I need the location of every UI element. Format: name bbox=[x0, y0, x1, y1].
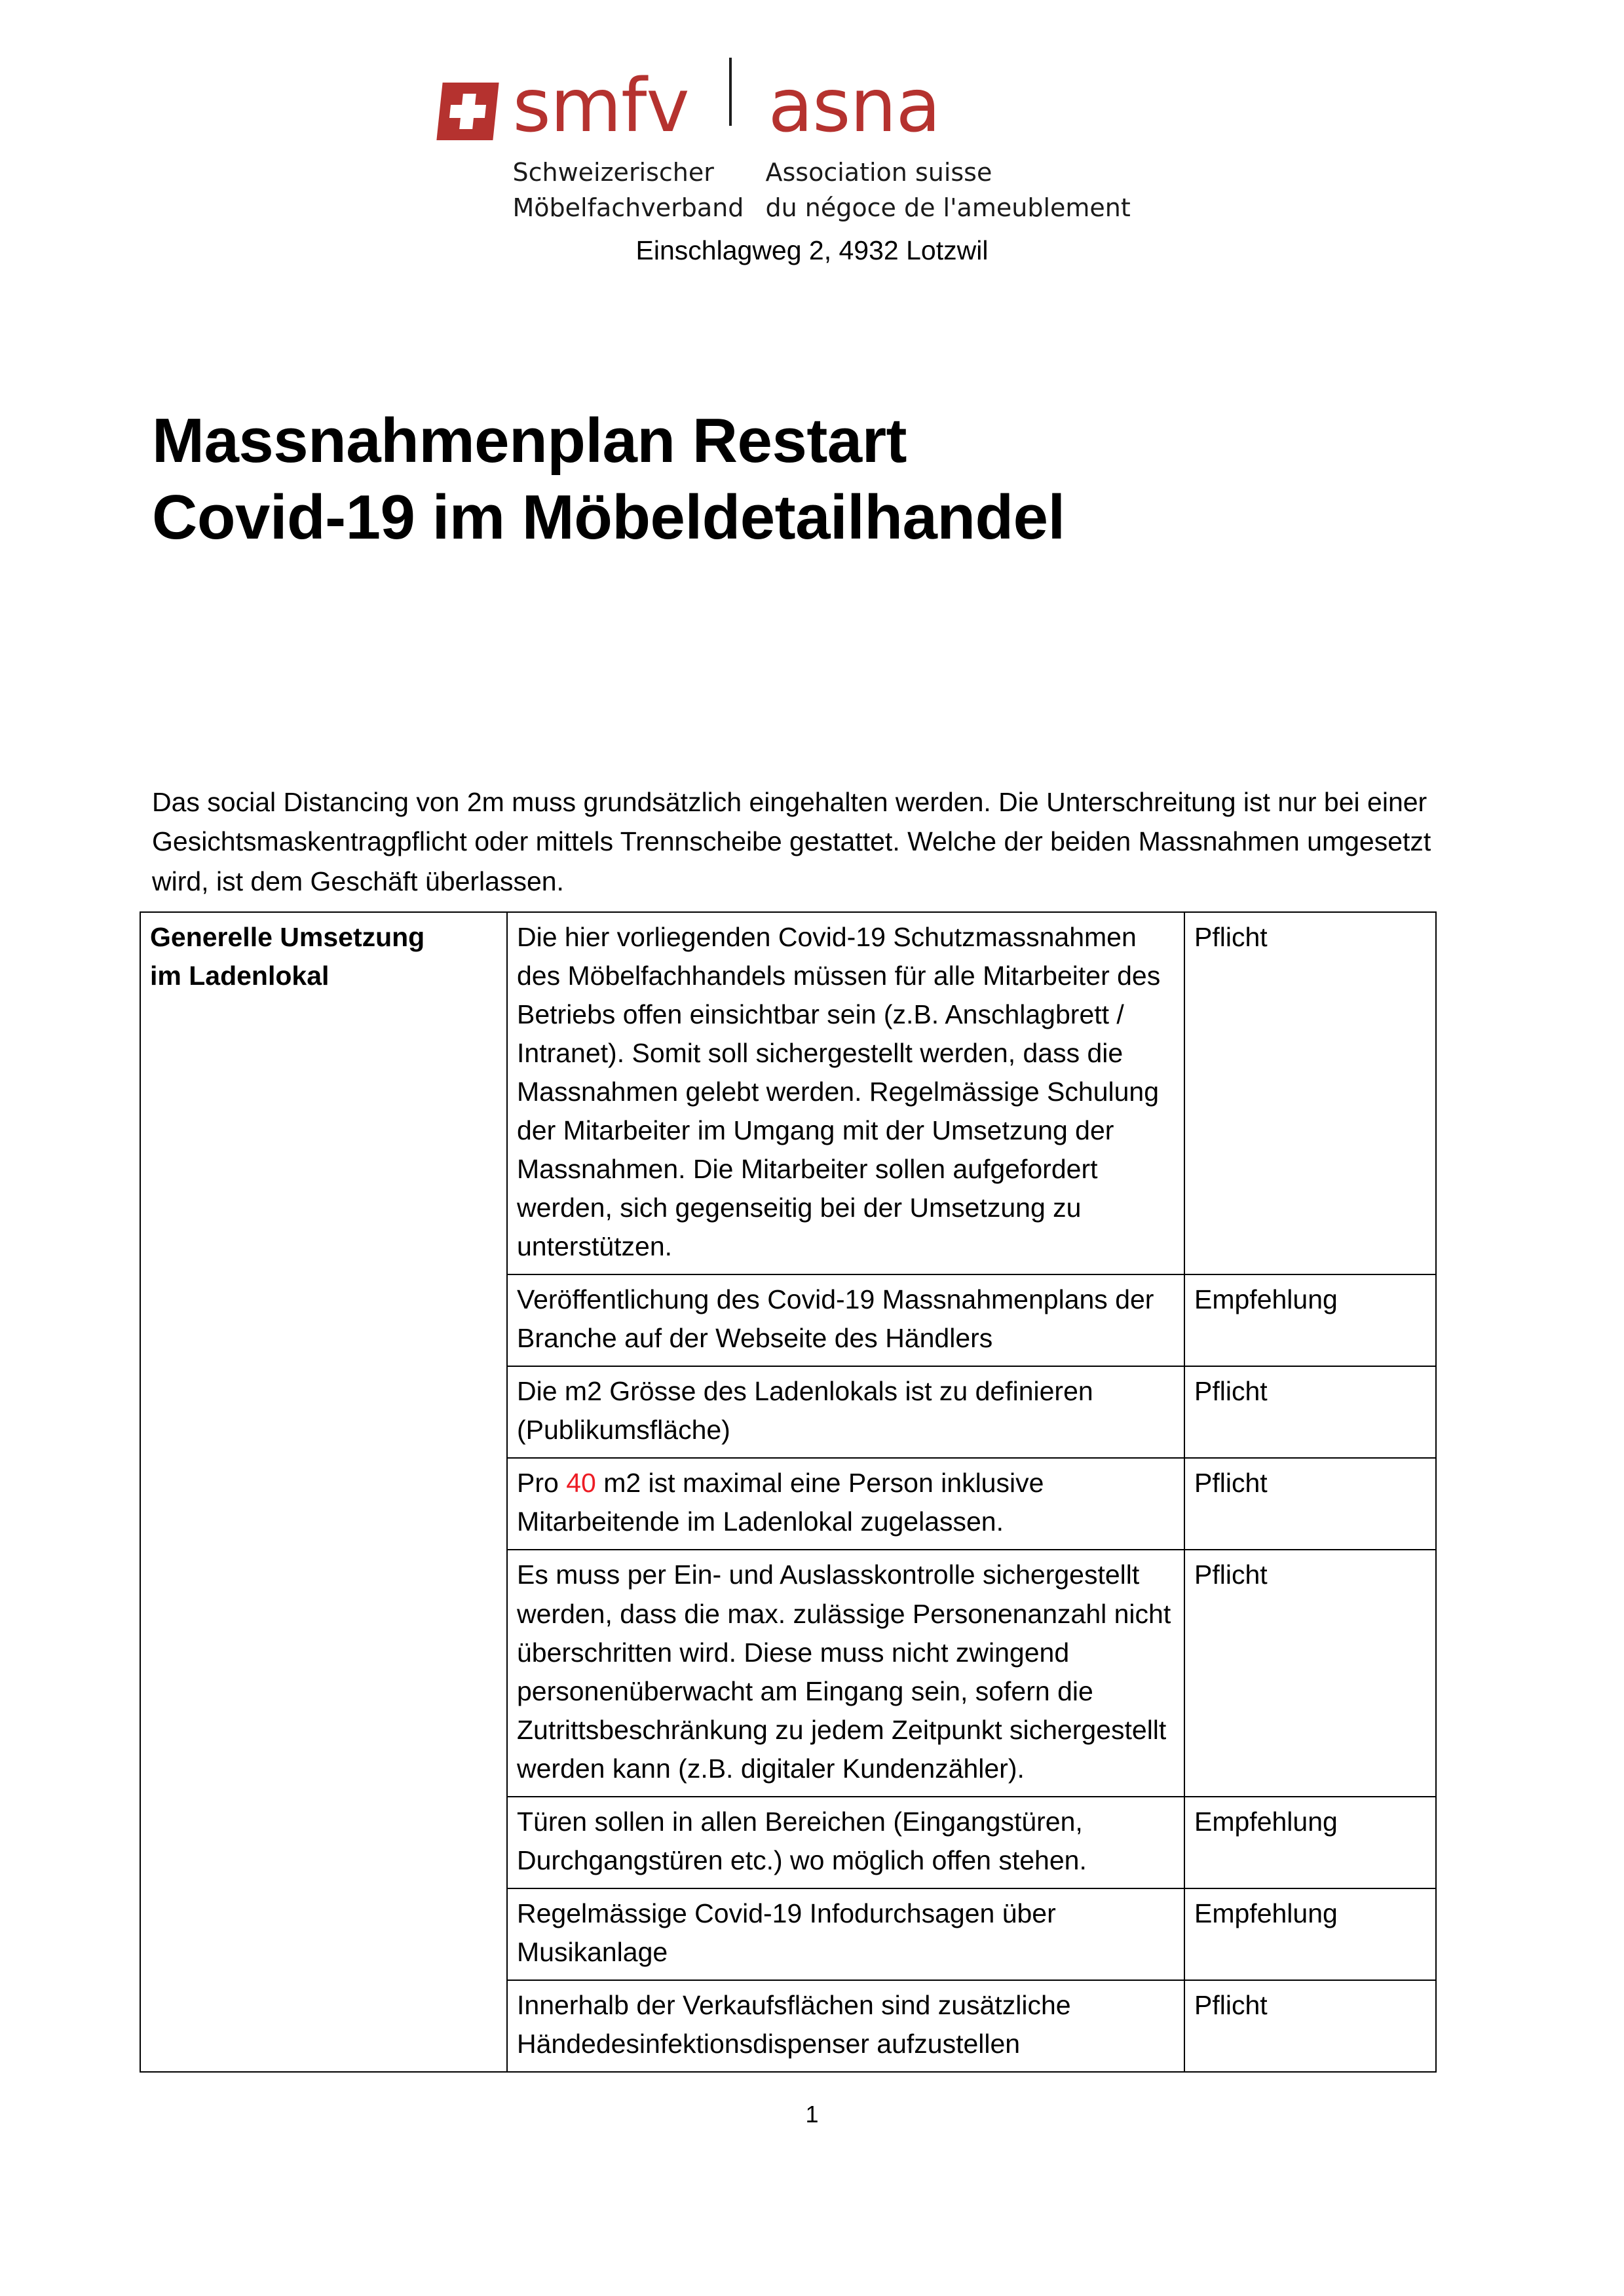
page-title-line2: Covid-19 im Möbeldetailhandel bbox=[152, 482, 1065, 553]
brand-subtitle-row bbox=[513, 155, 1185, 226]
table-row bbox=[140, 912, 1436, 1274]
measure-text-prefix: Pro bbox=[517, 1468, 567, 1499]
document-header bbox=[0, 63, 1624, 266]
flag-cross-horizontal bbox=[449, 105, 485, 118]
swiss-flag-icon bbox=[436, 83, 499, 140]
brand-subtitle-french bbox=[766, 155, 1185, 226]
duty-cell: Empfehlung bbox=[1184, 1797, 1436, 1888]
category-label-line2: im Ladenlokal bbox=[150, 961, 330, 991]
brand-subtitle-french-line2: du négoce de l'ameublement bbox=[765, 193, 1131, 223]
wordmark-row bbox=[512, 63, 1185, 149]
organization-logo bbox=[440, 63, 1185, 226]
measure-text-suffix: m2 ist maximal eine Person inklusive Mitarbeitende im Ladenlokal zugelassen. bbox=[517, 1468, 1044, 1537]
brand-subtitle-german-line1: Schweizerischer bbox=[512, 158, 714, 187]
measure-cell: Die hier vorliegenden Covid-19 Schutzmassnahmen des Möbelfachhandels müssen für alle Mitarbeiter des Betriebs offen einsichtbar sein (z.B. Anschlagbrett / Intranet). Somit soll sichergestellt werden, dass die Massnahmen gelebt werden. Regelmässige Schulung der Mitarbeiter im Umgang mit der Umsetzung der Massnahmen. Die Mitarbeiter sollen aufgefordert werden, sich gegenseitig bei der Umsetzung zu unterstützen. bbox=[507, 912, 1184, 1274]
page-title-line1: Massnahmenplan Restart bbox=[152, 406, 907, 476]
wordmark-asna: asna bbox=[768, 64, 941, 149]
measure-cell: Innerhalb der Verkaufsflächen sind zusätzliche Händedesinfektionsdispenser aufzustellen bbox=[507, 1980, 1184, 2072]
duty-cell: Pflicht bbox=[1184, 912, 1436, 1274]
category-label-line1: Generelle Umsetzung bbox=[150, 922, 425, 952]
duty-cell: Pflicht bbox=[1184, 1550, 1436, 1796]
measure-cell: Regelmässige Covid-19 Infodurchsagen über Musikanlage bbox=[507, 1888, 1184, 1980]
page-title bbox=[152, 402, 1475, 556]
highlighted-capacity-value: 40 bbox=[566, 1468, 596, 1499]
duty-cell: Empfehlung bbox=[1184, 1274, 1436, 1366]
measures-table-body bbox=[140, 912, 1436, 2072]
duty-cell: Pflicht bbox=[1184, 1458, 1436, 1550]
wordmark-separator-icon bbox=[729, 58, 732, 126]
measure-cell: Es muss per Ein- und Auslasskontrolle sichergestellt werden, dass die max. zulässige Personenanzahl nicht überschritten wird. Diese muss nicht zwingend personenüberwacht am Eingang sein, sofern die Zutrittsbeschränkung zu jedem Zeitpunkt sichergestellt werden kann (z.B. digitaler Kundenzähler). bbox=[507, 1550, 1184, 1796]
duty-cell: Pflicht bbox=[1184, 1980, 1436, 2072]
organization-address: Einschlagweg 2, 4932 Lotzwil bbox=[635, 235, 989, 266]
measure-cell: Die m2 Grösse des Ladenlokals ist zu definieren (Publikumsfläche) bbox=[507, 1366, 1184, 1458]
brand-subtitle-french-line1: Association suisse bbox=[765, 158, 992, 187]
brand-subtitle-german-line2: Möbelfachverband bbox=[512, 193, 744, 223]
duty-cell: Pflicht bbox=[1184, 1366, 1436, 1458]
brand-text-block bbox=[513, 63, 1185, 226]
page-number: 1 bbox=[805, 2101, 819, 2128]
duty-cell: Empfehlung bbox=[1184, 1888, 1436, 1980]
wordmark-smfv: smfv bbox=[512, 64, 689, 149]
brand-subtitle-german bbox=[513, 155, 766, 226]
measure-cell: Veröffentlichung des Covid-19 Massnahmenplans der Branche auf der Webseite des Händlers bbox=[507, 1274, 1184, 1366]
category-cell bbox=[140, 912, 507, 2072]
measure-cell-with-highlight bbox=[507, 1458, 1184, 1550]
intro-paragraph: Das social Distancing von 2m muss grundsätzlich eingehalten werden. Die Unterschreitung ist nur bei einer Gesichtsmaskentragpflicht oder mittels Trennscheibe gestattet. Welche der beiden Massnahmen umgesetzt wird, ist dem Geschäft überlassen. bbox=[152, 787, 1431, 896]
measure-cell: Türen sollen in allen Bereichen (Eingangstüren, Durchgangstüren etc.) wo möglich offen stehen. bbox=[507, 1797, 1184, 1888]
measures-table bbox=[140, 911, 1437, 2073]
